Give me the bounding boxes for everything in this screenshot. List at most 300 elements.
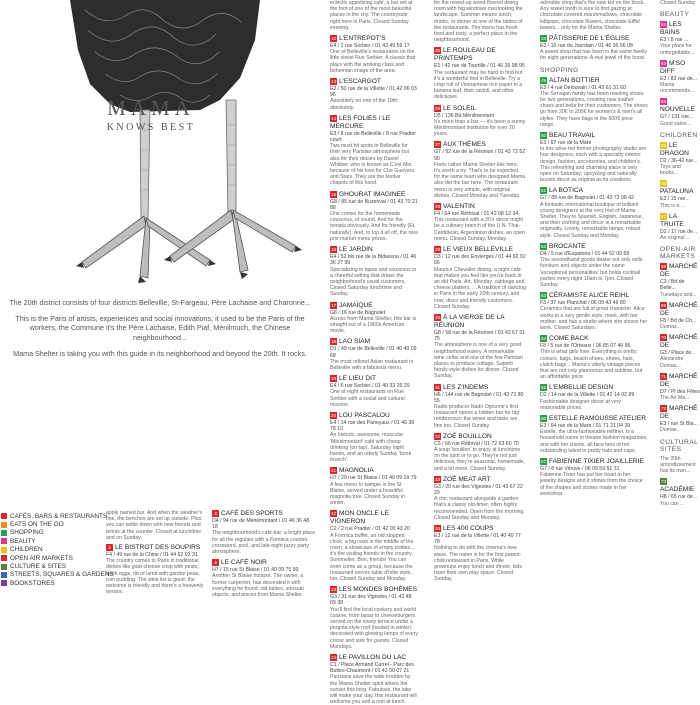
entry-number-badge: 63 (660, 60, 667, 66)
section-heading: CHILDREN (660, 131, 698, 139)
entry-number-badge: 31 (434, 384, 441, 390)
listing-entry (434, 433, 526, 472)
entry-description: This is what girls love. Everything is pretty: colours, bags, beach shoes, shoes, hats, clutch bags... Mama's utterly vintage pieces that are not only glamorous and sublime, but an affordable price. (540, 349, 643, 381)
legend-label: CHILDREN (10, 546, 43, 554)
listing-entry (540, 187, 648, 238)
entry-address: E4 / 6 rue Sorbier / 01 40 33 26 29 (330, 383, 410, 390)
entry-address: E2 / 50 rue de la Villette / 01 42 06 03 96 (330, 86, 417, 99)
listing-entry (660, 334, 700, 369)
brand-subtitle: KNOWS BEST (106, 122, 196, 133)
bottom-column-2 (212, 510, 316, 599)
legend-item (1, 529, 91, 537)
legend-swatch (1, 580, 7, 586)
entry-address: F8 / 5 rue de l'Orteaux / 06 85 07 46 96 (540, 343, 631, 350)
entry-number-badge: 65 (660, 142, 667, 148)
entry-name: MARCHÉ DE (660, 263, 698, 279)
entry-name: LES 400 COUPS (443, 525, 494, 532)
entry-address: G3 / 20 rue des Vignoles / 01 43 67 22 29 (434, 483, 523, 496)
entry-description: Estelle, the ultra-fashionable milliner, is a household name in theatre fashion magazines, and with her clients, all face fans of her outstanding talent in pretty hats and caps. (540, 429, 648, 454)
entry-description: Another St Blaise hotspot. The owner, a former carpenter, has decorated it with everything he found: old tables, unusual objects, and pieces from Mama Shelter. (212, 573, 304, 599)
entry-header (106, 544, 204, 552)
listing-entry (330, 586, 418, 650)
entry-header (660, 213, 700, 229)
entry-header (540, 243, 648, 251)
entry-header (434, 47, 526, 63)
listing-entry (540, 35, 648, 62)
entry-description: Absolutely no one of the 19th: absolutely. (330, 98, 399, 111)
entry-description: Mama recommends... (660, 82, 695, 95)
listing-entry (330, 115, 418, 187)
entry-description: You'll find the local cookery and world cuisine, from tapas to cheeseburgers served on the lovely terrace under a pergola-style roof (heated in winter) decorated with glowing lamps of every colour and size for guests. Closed Mondays. (330, 606, 418, 650)
entry-description: The most refined Asian restaurant in Belleville with a fabulous menu. (330, 358, 414, 371)
entry-number-badge: 62 (660, 22, 667, 28)
entry-description: A fantastic international boutique of brilliant young designers at the very foot of Mama Shelter. They're Spanish, English, Japanese, and their clothing and décor is a remarkable originality. Lovely, remarkable lamps, robust style. Closed Sunday and Monday. (540, 201, 643, 239)
intro-text (8, 298, 312, 365)
listing-entry (660, 0, 700, 6)
entry-number-badge: 16 (330, 247, 337, 253)
entry-name: À LA VIERGE DE LA RÉUNION (434, 313, 505, 329)
entry-description: Dumas... (660, 324, 681, 331)
intro-paragraph: Mama Shelter is taking you with this guide in its neighborhood and beyond the 20th. It rocks. (13, 348, 307, 358)
entry-name: LE PAVILLON DU LAC (339, 654, 407, 662)
legend-swatch (1, 564, 7, 570)
entry-description: In this wine-red former photography studio are four designers, each with a specialty interior design, fashion, accessories, and children's. This refreshing and charming place is only open on Saturday; upcycling and naturally boosts décor as original as its creations. (540, 146, 647, 184)
entry-description: One comes for the homemade couscous, of sound. And for the temata obviously. And for friendly (Et, naturally). And, to top it all off, the new prix-market menu prices. (330, 211, 418, 242)
entry-address: D1 / 49 rue de Belleville / 01 40 40 09 68 (330, 346, 417, 359)
entry-number-badge: 25 (434, 48, 441, 54)
listing-entry (434, 314, 526, 380)
legend-swatch (1, 555, 7, 561)
entry-name: L'ENTREPOT'S (339, 35, 386, 43)
entry-number-badge: 72 (660, 406, 667, 412)
entry-description: Dumas... (660, 427, 681, 434)
entry-description: The atmosphere is one of a very good neighborhood eatery. A remarkable wine cellar and one of the few Parisian places to produce cottage. Superb family-style dishes for dinner. Closed Sunday. (434, 342, 523, 380)
legend-item (1, 554, 91, 562)
entry-name: ZOÉ MEAT ART (443, 475, 491, 483)
entry-name: LE BISTROT DES SOUPIRS (115, 544, 201, 552)
listing-entry (330, 0, 418, 31)
brand-logo (96, 96, 206, 133)
legend-label: CAFÉS, BARS & RESTAURANTS (10, 512, 108, 520)
entry-description: The 20th arrondissement has its own... (660, 455, 696, 475)
entry-address: H7 / 15 rue St Blaise / 01 40 09 75 80 (212, 567, 299, 574)
entry-description: Toys and books... (660, 164, 681, 177)
entry-address: H6 / 144 rue de Bagnolet / 01 43 73 80 55 (434, 391, 524, 404)
entry-name: PATALUNA (660, 188, 694, 196)
entry-name: LES FOLIES / LE MERCURE (330, 114, 391, 130)
entry-name: LAO SIAM (339, 338, 371, 346)
entry-name: ALTAN BOTTIER (549, 76, 600, 84)
entry-header (660, 142, 700, 158)
entry-description: adorable shop that's the new kid on the block. Any sweet tooth is sure to find gazing at chocolate-covered marshmallows, chocolate lollipops, chocolate flowers, chocolate Eiffel towers... only for the Mama Shelter. (540, 0, 646, 31)
entry-number-badge: 14 (330, 115, 337, 121)
entry-header (660, 302, 700, 318)
entry-header (212, 559, 316, 567)
entry-header (330, 115, 418, 131)
entry-address: E3 / 12 rue de la Villette / 01 40 40 77 78 (434, 533, 521, 546)
entry-name: LE VIEUX BELLEVILLE (443, 246, 514, 254)
listing-column-2 (434, 0, 526, 583)
entry-address: C2 / 2 rue Pradier / 01 42 00 43 20 (330, 526, 410, 533)
entry-description: This is a ... (660, 202, 686, 209)
entry-name: M'SO DIFF (660, 59, 686, 75)
entry-address: G8 / 85 rue de Buzenval / 01 43 70 21 88 (330, 198, 418, 211)
entry-header (434, 141, 526, 149)
entry-header (540, 132, 648, 140)
legend-item (1, 537, 91, 545)
section-heading: OPEN-AIR MARKETS (660, 246, 696, 261)
listing-entry (660, 21, 700, 56)
entry-number-badge: 56 (540, 415, 547, 421)
entry-address: G3 / Place de... (660, 350, 696, 357)
entry-header (660, 263, 700, 279)
entry-number-badge: 22 (330, 511, 337, 517)
listing-entry (434, 47, 526, 100)
entry-name: MAGNOLIA (339, 467, 374, 475)
entry-description: This restaurant with a 30's decor might be a culinary branch of the U.N. Thai-Caribbean, Argentinian dishes, an open menu. Closed Sunday, Monday. (434, 217, 525, 242)
entry-address: D2 / 14 rue de la Villette / 01 42 14 02 89 (540, 392, 635, 399)
listing-entry (434, 105, 526, 138)
entry-header (660, 334, 700, 350)
entry-name: LE ROULEAU DE PRINTEMPS (434, 47, 496, 63)
entry-description: Good salon... (660, 120, 691, 127)
entry-description: Specializing in tapas and couscous in a cheerful setting that draws the neighborhood's usual customers. Closed Saturday lunchtime and Sunday. (330, 266, 417, 298)
entry-name: PÂTISSERIE DE L'ÉGLISE (549, 35, 630, 43)
entry-header (434, 384, 526, 392)
legend-swatch (1, 547, 7, 553)
listing-entry (212, 510, 316, 555)
entry-description: A few menu to sample in the St Blaise, served under a beautiful magnolia tree. Closed Sunday in winter. (330, 481, 405, 507)
category-legend (1, 512, 114, 588)
entry-description: A sweet shop that has been in the same family for eight generations. A real jewel of the hood. (540, 49, 647, 62)
listing-entry (660, 456, 700, 475)
entry-header (330, 191, 418, 199)
entry-description: Maurice Chevalier dining, a night café that makes you feel like you're back in an old Paris. Art, Monday, cabbage and cheese platters, ... A tradition of dancing in Paris in the early 20th century, and now, disco and friendly customers. Closed Sunday. (434, 266, 526, 310)
entry-number-badge: 49 (540, 77, 547, 83)
entry-description: One of eight restaurants on Rue Sorbier with a social and cultural mission. (330, 389, 405, 408)
entry-description: Two must hit spots in Belleville for their very Parisian atmosphere but also for their decors by Daniel Whitber, who is known as C'est Moi, because of his love for Che Guevara and Stars. They are the festive chapels of this hood. (330, 143, 415, 187)
entry-number-badge: 27 (434, 142, 441, 148)
listing-entry (660, 98, 700, 126)
entry-address: D3 / 12 rue des Envierges / 01 44 62 92 66 (434, 254, 526, 267)
intro-paragraph: The 20th district consists of four districts Belleville, St-Fargeau, Père Lachaise and Charonne... (9, 298, 311, 307)
legend-label: BEAUTY (10, 537, 36, 545)
entry-address: D2 / 36-42 rue... (660, 157, 698, 164)
entry-header (434, 246, 526, 254)
listing-entry (660, 180, 700, 208)
entry-number-badge: 73 (660, 479, 667, 485)
entry-name: FABIENNE TIXIER JOAILLERIE (549, 457, 644, 465)
entry-number-badge: 19 (330, 376, 337, 382)
entry-name: MON ONCLE LE VIGNERON (330, 510, 389, 526)
entry-description: One of Belleville's restaurants on the little street Rue Sorbier. A classic that plays with the working class and bohemian image of the area. (330, 49, 416, 74)
entry-name: ACADÉMIE (660, 486, 695, 494)
entry-name: L'ESCARGOT (339, 78, 381, 86)
entry-address: C3 / 66 rue Réthival / 01 72 63 60 70 (434, 440, 519, 447)
entry-address: E3 / 67 rue de la Mare (540, 140, 592, 147)
entry-header (540, 415, 648, 423)
entry-number-badge: 69 (660, 302, 667, 308)
entry-name: LE CAFÉ NOIR (221, 559, 267, 567)
entry-number-badge: 34 (434, 526, 441, 531)
entry-number-badge: 70 (660, 335, 667, 341)
entry-description: Fashionable designer décor at very reasonable prices. (540, 398, 622, 411)
entry-description: for the mixed-up wood-floored dining room with big windows overlooking the landscape. Summer means lunch, drinks, or dinner at one of the tables of the restaurants. The menu has fresh food and tasty, a perfect place in the neighbourhood. (434, 0, 523, 44)
entry-number-badge: 48 (540, 36, 547, 42)
entry-address: E4 / 2 rue Sorbier / 01 43 49 59 17 (330, 43, 410, 50)
entry-address: E3 / 8 rue de Belleville / 8 rue Pradier court (330, 130, 416, 144)
listing-entry (330, 467, 418, 506)
entry-description: Fabienne Tixier has put her heart in her jewelry designs and it shows from the choice of the shapes and stones made in her workshop. (540, 472, 643, 497)
entry-name: LE DRAGON (660, 141, 689, 157)
entry-header (660, 180, 700, 196)
listing-entry (540, 384, 648, 411)
entry-address: C3 / Bd de Belle... (660, 279, 685, 292)
listing-entry (660, 60, 700, 95)
entry-number-badge: 3 (212, 510, 219, 517)
entry-address: G8 / 58 rue de la Réunion / 01 43 67 51 75 (434, 329, 526, 343)
entry-number-badge: 29 (434, 247, 441, 253)
listing-entry (660, 142, 700, 177)
intro-paragraph: This is the Paris of artists, experiences and social innovations, it used to be the Paris of the workers, the Commune it's the Père Lachaise, Edith Piaf, Ménilmuch, the Chinese neighbourhood... (15, 314, 305, 342)
legend-label: CULTURE & SITES (10, 563, 66, 571)
entry-number-badge: 50 (540, 133, 547, 139)
entry-name: MARCHÉ DE (660, 334, 698, 350)
entry-name: MARCHÉ DE (660, 405, 698, 421)
entry-header (540, 35, 648, 43)
entry-description: eclectic appetizing café, a bar set at the foot of one of the most beautiful places in the city. The countryside right here in Paris. Closed Sunday evening. (330, 0, 413, 31)
entry-address: E3 / 4 rue Delouvain / 01 43 61 31 60 (540, 84, 626, 91)
entry-header (434, 476, 526, 484)
entry-name: LES MONDES BOHÈMES (339, 586, 418, 594)
entry-number-badge: 54 (540, 336, 547, 342)
entry-address: E3 / 83 rue de... (660, 75, 697, 82)
entry-address: D4 / 5 rue d'Eupatoria / 01 44 62 00 69 (540, 250, 630, 257)
entry-number-badge: 15 (330, 191, 337, 197)
entry-description: The neighbourhood's café-bar: a bright place for all the regulars with a Formica counter, crossword, pool, and late-night jazzy party atmosphere. (212, 530, 316, 556)
entry-name: ZOÉ BOUILLON (443, 432, 492, 440)
entry-address: G7 / 8 rue Vitruve / 06 09 59 51 31 (540, 465, 620, 472)
entry-number-badge: 28 (434, 204, 441, 210)
legend-label: SHOPPING (10, 529, 44, 537)
entry-address: E3 / 15 rue... (660, 196, 690, 203)
entry-address: F3 / 37 rue Planchat / 06 09 43 49 80 (540, 300, 626, 307)
entry-header (540, 292, 648, 300)
listing-entry (330, 412, 418, 463)
entry-address: E3 / rue St Bla... (660, 421, 698, 428)
listing-entry (330, 510, 418, 582)
entry-description: Parisians save the wide trodden by the Mama Shelter spirit where the sunset this long. Fabulous, the lake will make your day, this restaurant will welcome you and a rest at lunch. (330, 674, 417, 705)
entry-number-badge: 64 (660, 99, 667, 105)
entry-header (540, 335, 648, 343)
entry-name: LA BOTICA (549, 187, 584, 195)
entry-address: E3 / 8 rue ... (660, 37, 689, 44)
entry-header (540, 458, 648, 466)
listing-entry (660, 478, 700, 506)
entry-description: Alexandre Dumas... (660, 356, 684, 369)
entry-description: This secondhand goods dealer not only sells furniture and objects under the name 'exceptional personalities' but holds cocktail parties every night 10am to 7pm. Closed Sunday. (540, 257, 643, 288)
entry-address: H8 / 65 rue de... (660, 494, 698, 501)
legend-item (1, 546, 91, 554)
listing-entry (540, 415, 648, 454)
entry-name: JAMAÏQUE (339, 301, 373, 309)
legend-swatch (1, 538, 7, 544)
entry-name: NOUVELLE (660, 106, 696, 114)
entry-address: C1 / Place Armand Carrel - Parc des Buttes-Chaumont / 01 42 00 07 21 (330, 662, 414, 675)
listing-entry (660, 213, 700, 241)
entry-number-badge: 71 (660, 373, 667, 379)
entry-name: VALENTIN (443, 203, 475, 211)
entry-number-badge: 24 (330, 655, 337, 661)
entry-description: Your place for unforgettable... (660, 43, 695, 56)
listing-entry (434, 525, 526, 583)
brand-title: MAMA (107, 96, 195, 120)
listing-entry (434, 0, 526, 43)
entry-description: Feels rather Mama Shelter-like here. It's worth a try. That's to be expected, for the same team who designed Mama also did the bar here. The restaurant menu is very simple, with original dishes. Closed Monday and Tuesday. (434, 161, 526, 199)
entry-number-badge: 52 (540, 243, 547, 249)
entry-number-badge: 12 (330, 36, 337, 42)
entry-address: F4 / 49 rue de la Chine / 01 44 62 93 31 (106, 552, 198, 559)
listing-entry (540, 335, 648, 380)
entry-description: The Servajan family has been resoling shoes for two generations, creating new leather shoes and belts for their customers. The shoes go from 20€ to 200€ for women's & men's all styles. They have bags in the 600€ price range. (540, 90, 648, 128)
legend-label: STREETS, SQUARES & GARDENS (10, 571, 114, 579)
legend-label: OPEN AIR MARKETS (10, 554, 73, 562)
entry-address: G7 / 89 rue de Bagnolet / 01 43 72 08 42 (540, 195, 635, 202)
listing-entry (540, 77, 648, 128)
entry-address: D5 / 136 Bd Ménilmontant (434, 112, 494, 119)
entry-number-badge: 51 (540, 188, 547, 194)
entry-name: ESTELLE RAMOUSSE ATELIER (549, 414, 646, 422)
entry-header (330, 510, 418, 526)
entry-address: E4 / 14 rue des Panoyaux / 01 46 36 78 10 (330, 419, 415, 433)
entry-description: It's more than a bar — it's been a sunny Ménilmontant institution for over 20 years. (434, 118, 526, 138)
entry-header (540, 384, 648, 392)
entry-address: E3 / 10 rue du Jourdain / 01 46 36 66 08 (540, 43, 633, 50)
entry-name: LOU PASCALOU (339, 411, 390, 419)
entry-number-badge: 66 (660, 181, 667, 187)
legend-label: BOOKSTORES (10, 579, 55, 587)
entry-number-badge: 53 (540, 293, 547, 299)
entry-name: MARCHÉ DE (660, 301, 698, 317)
entry-number-badge: 2 (106, 544, 113, 551)
entry-number-badge: 32 (434, 433, 441, 439)
legend-swatch (1, 513, 7, 519)
entry-name: MARCHÉ DE (660, 372, 698, 388)
entry-description: Across from Mama Shelter, this bar is straight out of a 1960s American movie. (330, 315, 417, 335)
bottom-column-1 (106, 510, 204, 596)
listing-entry (330, 246, 418, 297)
entry-header (330, 467, 418, 475)
listing-entry (660, 405, 700, 433)
entry-name: LA TRUITE (660, 212, 684, 228)
section-heading: CULTURAL SITES (660, 438, 699, 453)
entry-description: A Formica buffet, an old stopped clock, a big cask in the middle of the room, a showcase of empty bottles... it's the visiting friends in the country. Sommelier. Bon, friends! You can even come as a group, because the restaurant serves table d'hôte style, too. Closed Sunday and Monday. (330, 532, 415, 583)
entry-header (330, 654, 418, 662)
entry-name: LES Z'INDEMS (443, 383, 489, 391)
section-heading: BEAUTY (660, 11, 690, 19)
listing-column-4 (660, 0, 700, 560)
legend-swatch (1, 572, 7, 578)
entry-address: G8 / 16 rue de Bagnolet (330, 309, 386, 316)
entry-name: CÉRAMISTE ALICE REIHL (549, 292, 630, 300)
entry-description: Radio producer Nadir Ogoume's first restaurant opens a hidden bar for big rendezvous; the wines and taste are fine too. Closed Sunday. (434, 403, 520, 429)
entry-number-badge: 18 (330, 339, 337, 345)
entry-name: L'EMBELLIE DESIGN (549, 384, 614, 392)
entry-header (330, 338, 418, 346)
entry-description: A chic restaurant alongside a garden that's a classy old-timer, often highly recommended. Open from the morning. Closed Sunday and Monday. (434, 496, 525, 521)
entry-description: Ceramics that are full of great character. Alice works in a very gentle style, meet, with her mother, and has a studio where she shows her work. Closed Saturdays. (540, 306, 648, 331)
entry-number-badge: 23 (330, 587, 337, 593)
legend-swatch (1, 530, 7, 536)
entry-number-badge: 68 (660, 264, 667, 270)
entry-address: E3 / 64 rue de la Mare / 01 71 21 04 39 (540, 422, 631, 429)
entry-header (434, 314, 526, 330)
listing-entry (434, 246, 526, 310)
entry-name: LES BAINS (660, 21, 682, 37)
entry-name: BROCANTE (549, 242, 586, 250)
entry-header (330, 412, 418, 420)
entry-address: G7 / 92 rue de la Réunion / 01 43 72 52 90 (434, 149, 526, 162)
entry-number-badge: 57 (540, 458, 547, 464)
entry-name: BEAU TRAVAIL (549, 132, 596, 140)
listing-entry (434, 203, 526, 242)
entry-header (434, 105, 526, 113)
entry-description: The restaurant may be hard to find but it's a wonderful find in Belleville. Try a crisp roll of Vietnamese rice paper in a banana leaf, their ravioli, and other delicacies. (434, 69, 523, 101)
entry-header (212, 510, 316, 518)
entry-header (434, 525, 526, 533)
legend-item (1, 571, 114, 579)
entry-address: H7 / 29 rue St Blaise / 01 40 09 19 79 (330, 475, 417, 482)
listing-entry (330, 35, 418, 74)
legend-item (1, 562, 91, 570)
entry-header (660, 98, 700, 114)
entry-description: A soup 'bouillon' to enjoy at lunchtime on the spot or to go. They're not just delicious, they're seasonal, homemade, and a bit more. Closed Sunday. (434, 446, 525, 472)
entry-address: F4 / 64 rue Réthival / 01 42 08 12 34 (434, 211, 519, 218)
hero-illustration (0, 0, 318, 290)
entry-description: An historic, awesome, muscular 'Ménilmontant' café with cheap drinking (on tap). Saturday night bands, and an utterly Sunday 'book brunch'. (330, 432, 412, 464)
entry-address: D2 / 17 rue de... (660, 228, 698, 235)
legend-item (1, 512, 108, 520)
entry-name: LE SOLEIL (443, 104, 476, 112)
listing-entry (330, 78, 418, 111)
entry-header (660, 373, 700, 389)
listing-entry (330, 338, 418, 371)
entry-address: F8 / Bd de Ch... (660, 317, 697, 324)
entry-header (330, 375, 418, 383)
entry-description: Closed Sunday (660, 0, 696, 6)
listing-column-1 (330, 0, 418, 705)
legend-label: EATS ON THE GO (10, 521, 64, 529)
section-heading: SHOPPING (540, 66, 579, 74)
listing-entry (660, 373, 700, 401)
entry-description: You can ... (660, 500, 685, 507)
entry-header (540, 77, 648, 85)
entry-name: CAFÉ DES SPORTS (221, 510, 283, 517)
entry-number-badge: 30 (434, 314, 441, 320)
entry-number-badge: 17 (330, 302, 337, 308)
entry-number-badge: 20 (330, 412, 337, 418)
entry-description: The Air Ma... (660, 395, 690, 402)
entry-address: E1 / 42 rue de Tourtille / 01 46 36 98 95 (434, 63, 525, 70)
entry-name: AUX THÈMES (443, 141, 486, 149)
listing-entry (540, 292, 648, 331)
listing-entry (106, 544, 204, 595)
entry-name: COME BACK (549, 335, 589, 343)
entry-header (330, 246, 418, 254)
entry-number-badge: 26 (434, 105, 441, 111)
listing-entry (212, 559, 316, 598)
entry-header (660, 478, 700, 494)
